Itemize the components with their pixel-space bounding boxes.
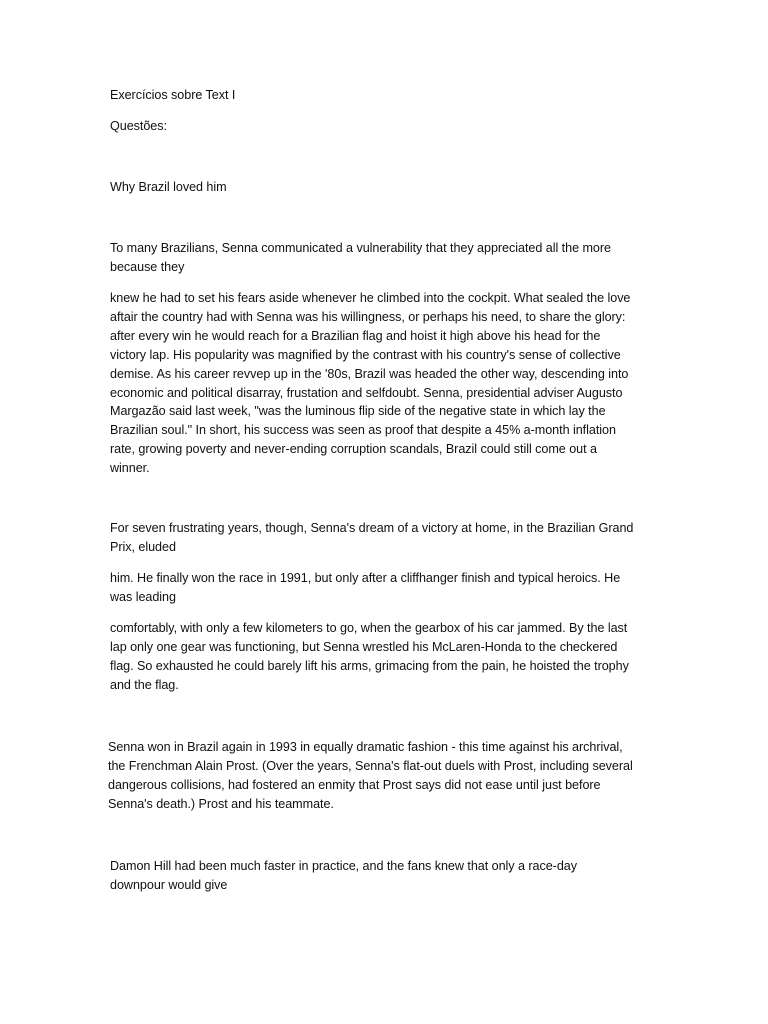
paragraph-line: To many Brazilians, Senna communicated a vulnerability that they appreciated all the more: [110, 241, 611, 255]
paragraph-line: victory lap. His popularity was magnified by the contrast with his country's sense of collective: [110, 347, 621, 362]
paragraph-line: Damon Hill had been much faster in practice, and the fans knew that only a race-day: [110, 859, 577, 873]
paragraph-line: comfortably, with only a few kilometers to go, when the gearbox of his car jammed. By the last: [110, 621, 628, 635]
paragraph-line: winner.: [110, 461, 150, 476]
paragraph-line: aftair the country had with Senna was his willingness, or perhaps his need, to share the glory:: [110, 309, 626, 324]
paragraph-line: Senna won in Brazil again in 1993 in equally dramatic fashion - this time against his archrival,: [108, 740, 623, 754]
paragraph-line: Margazão said last week, "was the luminous flip side of the negative state in which lay the: [110, 404, 606, 419]
paragraph-line: because they: [110, 259, 185, 274]
paragraph: [110, 569, 655, 607]
section-heading: [110, 178, 655, 197]
document-title: [110, 86, 655, 105]
paragraph-line: Senna's death.) Prost and his teammate.: [108, 796, 334, 811]
paragraph: [110, 289, 655, 478]
paragraph-line: lap only one gear was functioning, but Senna wrestled his McLaren-Honda to the checkered: [110, 639, 618, 654]
paragraph-line: the Frenchman Alain Prost. (Over the years, Senna's flat-out duels with Prost, including several: [108, 758, 633, 773]
paragraph-line: demise. As his career revvep up in the '80s, Brazil was headed the other way, descending into: [110, 366, 629, 381]
paragraph-line: after every win he would reach for a Brazilian flag and hoist it high above his head for the: [110, 328, 601, 343]
section-heading-text: Why Brazil loved him: [110, 180, 227, 194]
paragraph-line: Prix, eluded: [110, 539, 176, 554]
paragraph-line: was leading: [110, 589, 176, 604]
questions-label: [110, 117, 655, 136]
paragraph: [110, 619, 655, 695]
paragraph-line: flag. So exhausted he could barely lift his arms, grimacing from the pain, he hoisted the trophy: [110, 658, 629, 673]
questions-label-text: Questões:: [110, 119, 167, 133]
paragraph-line: economic and political disarray, frustation and selfdoubt. Senna, presidential adviser Augusto: [110, 385, 623, 400]
paragraph: [110, 857, 655, 895]
paragraph-line: rate, growing poverty and never-ending corruption scandals, Brazil could still come out a: [110, 442, 597, 457]
paragraph-line: Brazilian soul." In short, his success was seen as proof that despite a 45% a-month inflation: [110, 423, 616, 438]
paragraph-line: knew he had to set his fears aside whenever he climbed into the cockpit. What sealed the love: [110, 291, 631, 305]
title-text: Exercícios sobre Text I: [110, 88, 236, 102]
paragraph-line: downpour would give: [110, 877, 228, 892]
paragraph-line: him. He finally won the race in 1991, but only after a cliffhanger finish and typical heroics. He: [110, 571, 621, 585]
paragraph-line: For seven frustrating years, though, Senna's dream of a victory at home, in the Brazilian Grand: [110, 521, 634, 535]
paragraph-line: and the flag.: [110, 677, 179, 692]
paragraph: [110, 519, 655, 557]
paragraph: [108, 738, 653, 814]
paragraph: [110, 239, 655, 277]
paragraph-line: dangerous collisions, had fostered an enmity that Prost says did not ease until just before: [108, 777, 601, 792]
